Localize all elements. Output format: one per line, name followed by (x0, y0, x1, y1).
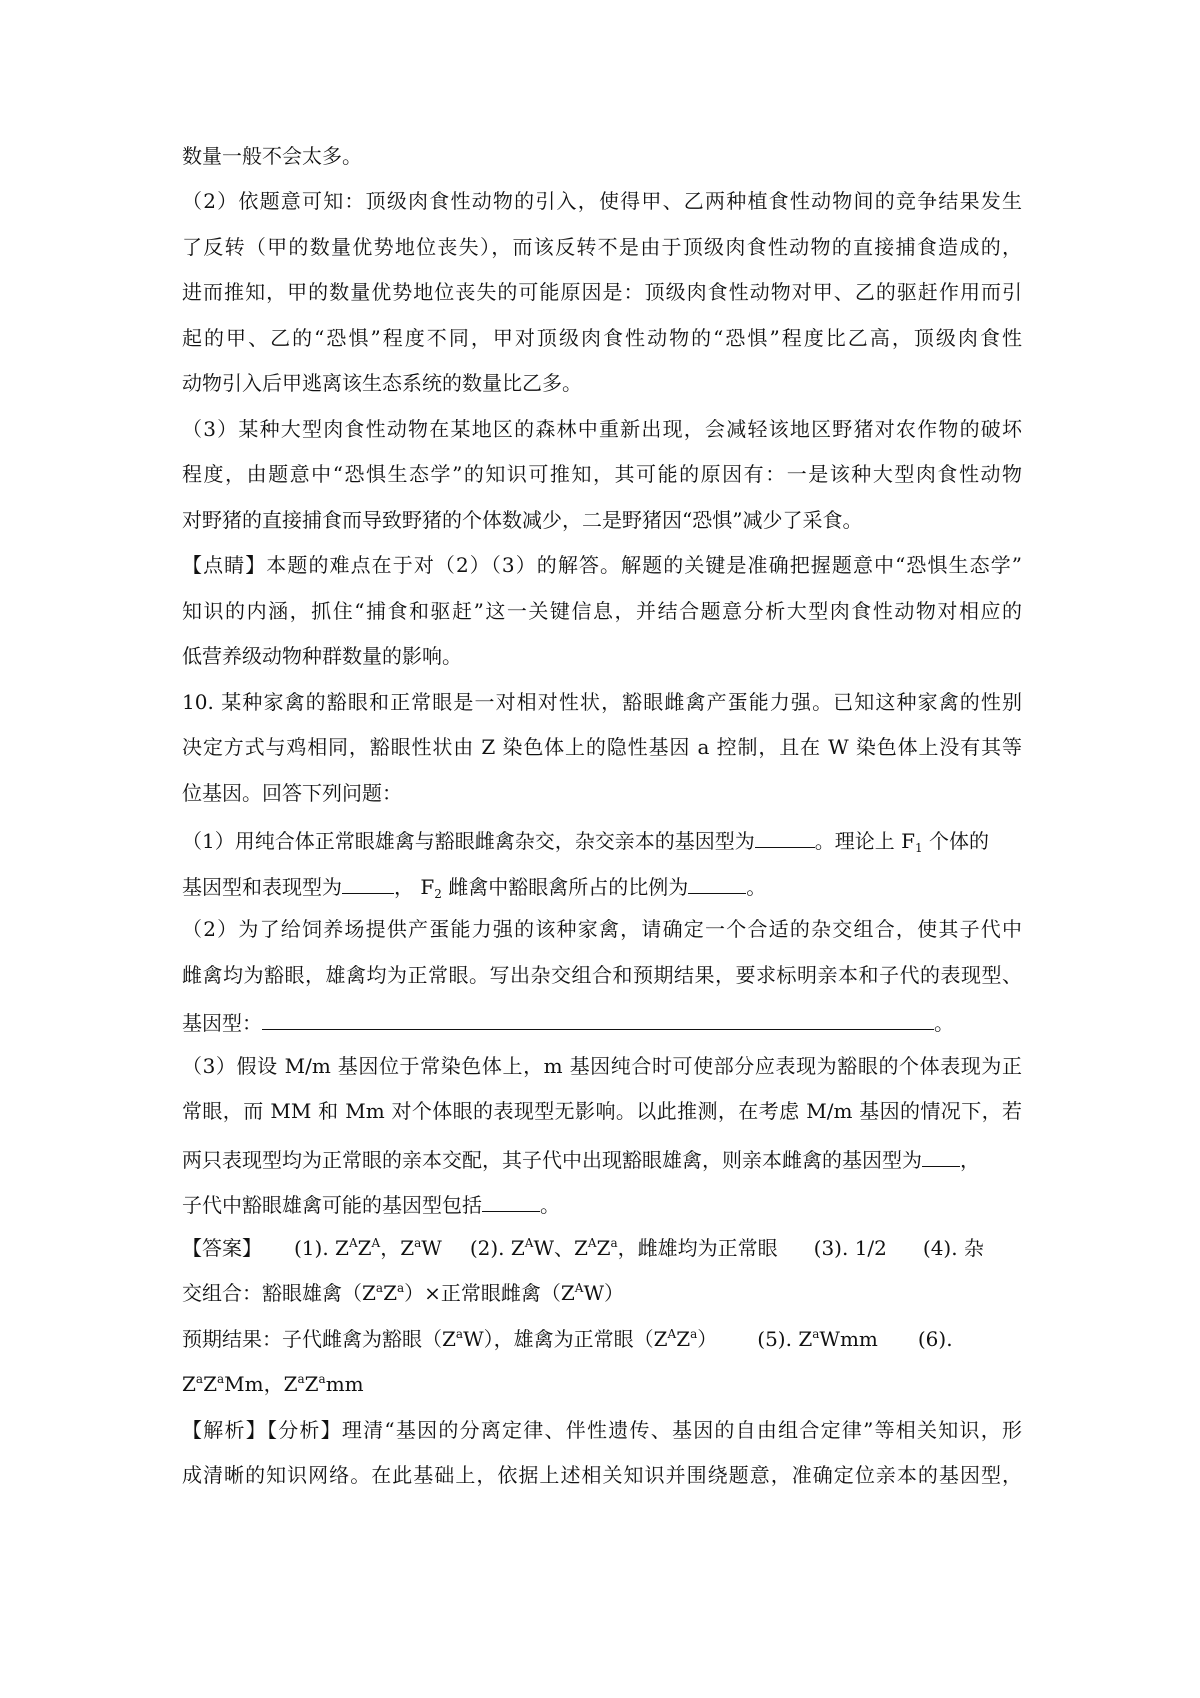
answer-blank[interactable] (262, 997, 934, 1030)
answer-blank[interactable] (342, 861, 394, 894)
answer-blank[interactable] (688, 861, 746, 894)
analysis-line: 成清晰的知识网络。在此基础上，依据上述相关知识并围绕题意，准确定位亲本的基因型， (182, 1463, 1022, 1487)
question-line: 决定方式与鸡相同，豁眼性状由 Z 染色体上的隐性基因 a 控制，且在 W 染色体上没有其等 (182, 735, 1022, 759)
text-line: 知识的内涵，抓住“捕食和驱赶”这一关键信息，并结合题意分析大型肉食性动物对相应的 (182, 599, 1022, 623)
answer-line-4: $Z^aZ^aMm$，$Z^aZ^amm$ (182, 1372, 364, 1396)
question-line: 10. 某种家禽的豁眼和正常眼是一对相对性状，豁眼雌禽产蛋能力强。已知这种家禽的性别 (182, 690, 1022, 714)
text-line: 数量一般不会太多。 (182, 144, 362, 168)
text-line: 进而推知，甲的数量优势地位丧失的可能原因是：顶级肉食性动物对甲、乙的驱赶作用而引 (182, 280, 1022, 304)
answer-label: 【答案】 (182, 1236, 262, 1260)
answer-blank[interactable] (482, 1179, 540, 1212)
answer-blank[interactable] (922, 1134, 960, 1167)
question-2-line-1: （2）为了给饲养场提供产蛋能力强的该种家禽，请确定一个合适的杂交组合，使其子代中 (182, 917, 1022, 941)
text-line: （2）依题意可知：顶级肉食性动物的引入，使得甲、乙两种植食性动物间的竞争结果发生 (182, 189, 1022, 213)
answer-blank[interactable] (755, 815, 815, 848)
question-3-line-4: 子代中豁眼雄禽可能的基因型包括 。 (182, 1179, 1022, 1225)
text-line: 了反转（甲的数量优势地位丧失），而该反转不是由于顶级肉食性动物的直接捕食造成的， (182, 235, 1022, 259)
text-line: 程度，由题意中“恐惧生态学”的知识可推知，其可能的原因有：一是该种大型肉食性动物 (182, 462, 1022, 486)
answer-line-1: 【答案】 (1). $Z^AZ^A$，$Z^aW$ (2). $Z^AW$、$Z^AZ^a$，雌雄均为正常眼 (3). 1/2 (4). 杂 (182, 1236, 984, 1260)
text-line: （3）某种大型肉食性动物在某地区的森林中重新出现，会减轻该地区野猪对农作物的破坏 (182, 417, 1022, 441)
question-2-line-2: 雌禽均为豁眼，雄禽均为正常眼。写出杂交组合和预期结果，要求标明亲本和子代的表现型、 (182, 963, 1022, 987)
text-line: 起的甲、乙的“恐惧”程度不同，甲对顶级肉食性动物的“恐惧”程度比乙高，顶级肉食性 (182, 326, 1022, 350)
question-3-line-3: 两只表现型均为正常眼的亲本交配，其子代中出现豁眼雄禽，则亲本雌禽的基因型为 ， (182, 1134, 1022, 1180)
analysis-line: 【解析】【分析】理清“基因的分离定律、伴性遗传、基因的自由组合定律”等相关知识，形 (182, 1418, 1022, 1442)
answer-line-3: 预期结果：子代雌禽为豁眼$(Z^aW)$，雄禽为正常眼$(Z^AZ^a)$ (5). $Z^aWmm$ (6). (182, 1327, 953, 1351)
answer-line-2: 交组合：豁眼雄禽$(Z^aZ^a)\times$正常眼雌禽$(Z^AW)$ (182, 1281, 625, 1305)
question-3-line-1: （3）假设 M/m 基因位于常染色体上，m 基因纯合时可使部分应表现为豁眼的个体表现为正 (182, 1054, 1022, 1078)
text-line: 对野猪的直接捕食而导致野猪的个体数减少，二是野猪因“恐惧”减少了采食。 (182, 508, 863, 532)
question-3-line-2: 常眼，而 MM 和 Mm 对个体眼的表现型无影响。以此推测，在考虑 M/m 基因的情况下，若 (182, 1099, 1022, 1123)
question-line: 位基因。回答下列问题： (182, 781, 402, 805)
question-1-line-2: 基因型和表现型为 ， $F_2$ 雌禽中豁眼禽所占的比例为 。 (182, 861, 1022, 907)
question-2-line-3: 基因型： 。 (182, 997, 1022, 1043)
question-1-line-1: （1）用纯合体正常眼雄禽与豁眼雌禽杂交，杂交亲本的基因型为 。理论上 $F_1$ 个体的 (182, 815, 1022, 861)
text-line: 低营养级动物种群数量的影响。 (182, 644, 462, 668)
text-line: 动物引入后甲逃离该生态系统的数量比乙多。 (182, 371, 582, 395)
text-line: 【点睛】本题的难点在于对（2）（3）的解答。解题的关键是准确把握题意中“恐惧生态学” (182, 553, 1022, 577)
